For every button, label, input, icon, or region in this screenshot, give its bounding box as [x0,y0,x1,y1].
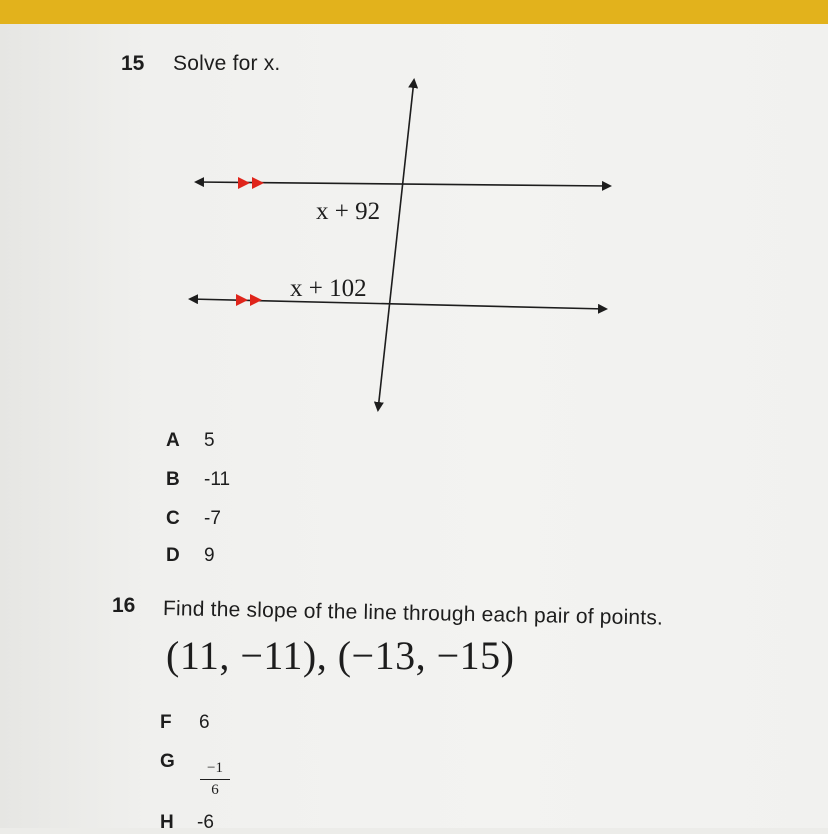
choice-a-letter: A [166,430,180,451]
choice-g-letter: G [160,751,175,772]
question-15-number: 15 [121,52,145,75]
question-16-prompt: Find the slope of the line through each pair of points. [162,597,664,630]
point-pair-expression: (11, −11), (−13, −15) [166,633,515,678]
choice-h-value: -6 [197,812,214,833]
question-16-number: 16 [112,594,136,617]
choice-g-denominator: 6 [211,782,219,798]
choice-c-value: -7 [204,508,221,529]
choice-h-letter: H [160,812,174,833]
choice-g-numerator: −1 [200,760,230,780]
choice-g-fraction [200,760,230,799]
lower-angle-label: x + 102 [290,275,367,302]
upper-angle-label: x + 92 [316,198,381,225]
choice-d-letter: D [166,545,180,566]
choice-b-letter: B [166,469,180,490]
choice-b-value: -11 [204,469,231,490]
transversal-line [378,80,414,410]
choice-d-value: 9 [204,545,215,566]
choice-f-value: 6 [199,712,210,733]
choice-a-value: 5 [204,430,215,451]
choice-c-letter: C [166,508,180,529]
choice-f-letter: F [160,712,172,733]
question-15-prompt: Solve for x. [173,52,281,75]
